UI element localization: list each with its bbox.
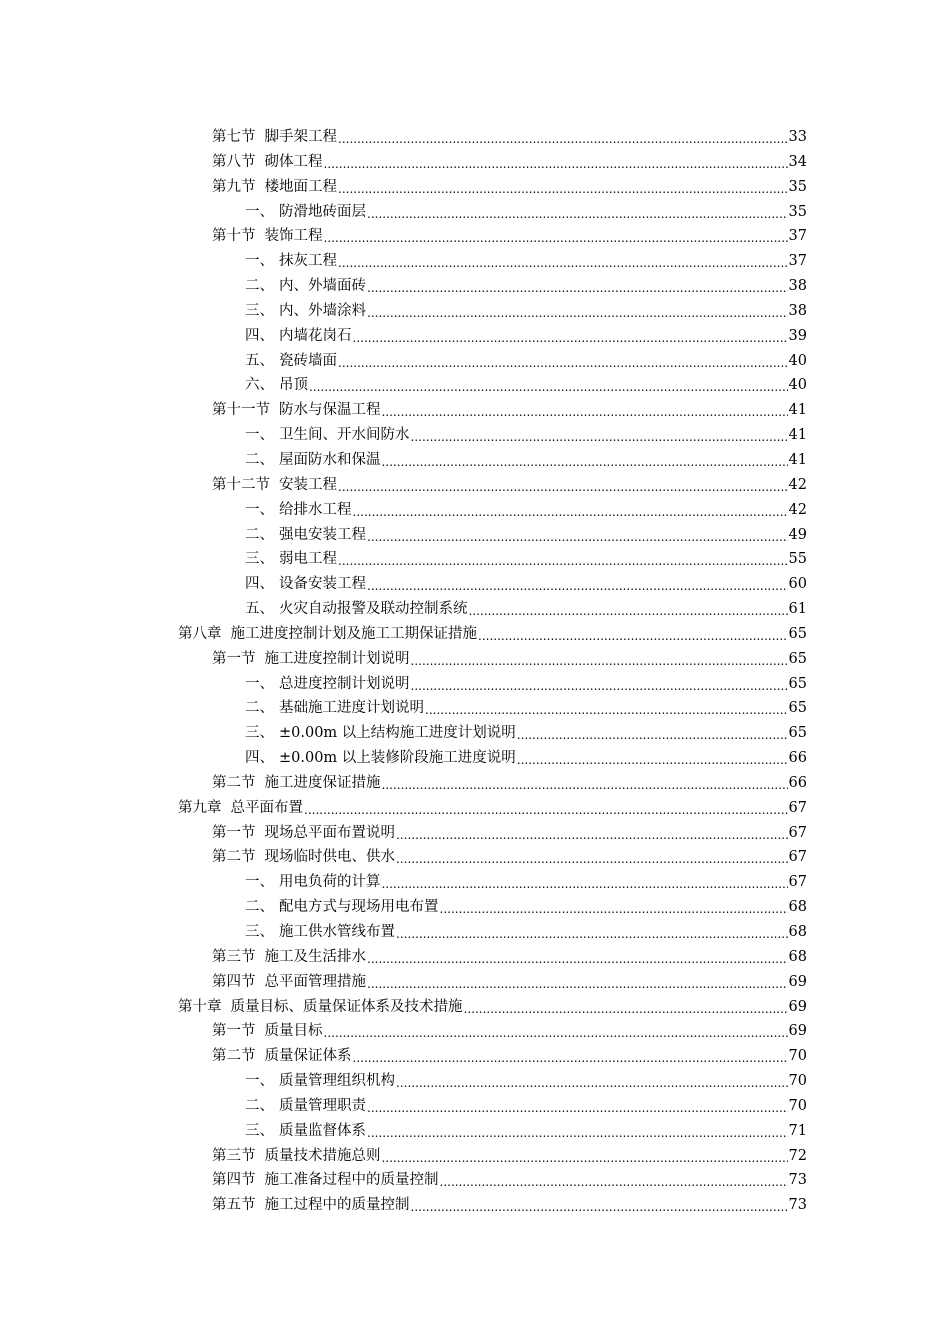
toc-entry-number: 第八节: [212, 153, 256, 170]
toc-entry[interactable]: [212, 1019, 807, 1044]
toc-entry-number: 第一节: [212, 1023, 256, 1040]
toc-entry-number: 三、: [245, 924, 274, 940]
toc-entry[interactable]: [212, 523, 807, 548]
toc-entry-title: 卫生间、开水间防水: [279, 427, 410, 444]
toc-dot-leader: [469, 599, 788, 624]
toc-entry-page-number: 61: [788, 601, 807, 618]
toc-entry-number: 二、: [245, 700, 274, 717]
toc-entry-title: 施工进度保证措施: [264, 774, 381, 791]
toc-entry-page-number: 40: [788, 377, 807, 394]
toc-entry-number: 三、: [245, 302, 274, 319]
toc-dot-leader: [382, 1146, 788, 1171]
toc-dot-leader: [304, 798, 788, 823]
toc-entry-number: 三、: [245, 1122, 274, 1139]
toc-dot-leader: [517, 723, 788, 748]
toc-entry-page-number: 34: [788, 153, 807, 170]
toc-entry-title: 总平面管理措施: [264, 973, 366, 990]
toc-dot-leader: [338, 549, 788, 574]
toc-dot-leader: [411, 1195, 788, 1220]
toc-dot-leader: [338, 127, 788, 152]
toc-entry-number: 第二节: [212, 1048, 256, 1065]
toc-entry-page-number: 38: [788, 302, 807, 319]
toc-entry-number: 一、: [245, 675, 274, 692]
toc-dot-leader: [440, 897, 788, 922]
toc-entry[interactable]: [212, 398, 807, 423]
toc-entry-page-number: 73: [788, 1197, 807, 1214]
toc-dot-leader: [440, 1170, 788, 1195]
toc-entry[interactable]: [212, 572, 807, 597]
toc-entry[interactable]: [212, 349, 807, 374]
toc-dot-leader: [367, 301, 788, 326]
toc-entry-number: 第五节: [212, 1197, 256, 1214]
toc-entry[interactable]: [212, 373, 807, 398]
toc-dot-leader: [367, 525, 788, 550]
toc-entry-title: 防滑地砖面层: [279, 203, 366, 220]
toc-entry[interactable]: [212, 200, 807, 225]
toc-entry-page-number: 69: [788, 998, 807, 1015]
toc-entry-title: 基础施工进度计划说明: [279, 700, 424, 717]
toc-entry[interactable]: [212, 324, 807, 349]
toc-entry[interactable]: [212, 721, 807, 746]
toc-dot-leader: [324, 226, 788, 251]
toc-entry-number: 第九节: [212, 178, 256, 195]
toc-entry[interactable]: [212, 249, 807, 274]
toc-entry[interactable]: [212, 920, 807, 945]
toc-entry[interactable]: [178, 622, 807, 647]
toc-entry-title: ±0.00m 以上装修阶段施工进度说明: [279, 750, 516, 767]
toc-entry-title: 脚手架工程: [264, 129, 337, 145]
toc-entry[interactable]: [212, 895, 807, 920]
toc-entry-title: 质量管理职责: [279, 1097, 366, 1114]
toc-entry-page-number: 40: [788, 352, 807, 369]
toc-entry-number: 二、: [245, 278, 274, 295]
toc-entry-page-number: 68: [788, 899, 807, 916]
toc-entry[interactable]: [212, 845, 807, 870]
toc-entry[interactable]: [212, 945, 807, 970]
toc-dot-leader: [324, 152, 788, 177]
toc-dot-leader: [367, 947, 788, 972]
toc-entry[interactable]: [212, 970, 807, 995]
toc-entry-title: 防水与保温工程: [279, 402, 381, 419]
toc-dot-leader: [425, 698, 788, 723]
toc-entry-number: 四、: [245, 576, 274, 593]
toc-entry-title: 质量目标、质量保证体系及技术措施: [230, 998, 463, 1015]
toc-entry[interactable]: [212, 473, 807, 498]
toc-entry-number: 二、: [245, 451, 274, 468]
toc-entry-title: 设备安装工程: [279, 576, 366, 593]
toc-entry-number: 二、: [245, 526, 274, 543]
toc-entry-page-number: 37: [788, 253, 807, 270]
toc-entry[interactable]: [178, 796, 807, 821]
toc-entry[interactable]: [178, 995, 807, 1020]
toc-dot-leader: [338, 475, 788, 500]
toc-entry-number: 第七节: [212, 129, 256, 145]
toc-entry-title: 现场总平面布置说明: [264, 824, 395, 841]
toc-entry[interactable]: [212, 647, 807, 672]
toc-entry-title: ±0.00m 以上结构施工进度计划说明: [279, 725, 516, 742]
toc-entry-title: 配电方式与现场用电布置: [279, 899, 439, 916]
toc-entry-page-number: 37: [788, 228, 807, 245]
toc-entry-number: 一、: [245, 501, 274, 518]
toc-dot-leader: [367, 972, 788, 997]
toc-entry-title: 质量管理组织机构: [279, 1073, 395, 1090]
toc-entry[interactable]: [212, 870, 807, 895]
toc-entry-page-number: 72: [788, 1147, 807, 1164]
toc-entry[interactable]: [212, 175, 807, 200]
toc-entry-title: 强电安装工程: [279, 526, 366, 543]
toc-entry-page-number: 68: [788, 948, 807, 965]
toc-dot-leader: [396, 823, 788, 848]
toc-entry-title: 施工进度控制计划说明: [264, 650, 410, 667]
toc-entry-page-number: 38: [788, 278, 807, 295]
toc-entry-page-number: 42: [788, 501, 807, 518]
toc-entry-page-number: 65: [788, 675, 807, 692]
toc-entry-title: 用电负荷的计算: [279, 874, 381, 891]
toc-entry[interactable]: [212, 597, 807, 622]
toc-entry-page-number: 70: [788, 1097, 807, 1114]
toc-entry-page-number: 73: [788, 1172, 807, 1189]
toc-entry-page-number: 67: [788, 799, 807, 816]
toc-entry[interactable]: [212, 1168, 807, 1193]
toc-entry[interactable]: [212, 696, 807, 721]
toc-entry[interactable]: [212, 1069, 807, 1094]
toc-entry-page-number: 65: [788, 625, 807, 642]
toc-entry-number: 第十章: [178, 998, 222, 1015]
toc-dot-leader: [382, 400, 788, 425]
toc-entry-number: 六、: [245, 377, 274, 394]
toc-dot-leader: [464, 997, 788, 1022]
toc-entry-number: 第一节: [212, 650, 256, 667]
toc-entry-title: 总进度控制计划说明: [279, 675, 410, 692]
toc-entry-title: 质量保证体系: [264, 1048, 352, 1065]
toc-entry-page-number: 66: [788, 750, 807, 767]
toc-entry[interactable]: [212, 821, 807, 846]
toc-dot-leader: [367, 276, 788, 301]
toc-dot-leader: [411, 649, 788, 674]
toc-dot-leader: [411, 425, 788, 450]
toc-entry[interactable]: [212, 299, 807, 324]
toc-entry-title: 瓷砖墙面: [279, 352, 337, 369]
toc-entry-page-number: 39: [788, 327, 807, 344]
toc-dot-leader: [324, 1021, 788, 1046]
toc-entry-page-number: 65: [788, 700, 807, 717]
toc-entry-title: 现场临时供电、供水: [264, 849, 395, 866]
toc-entry-number: 一、: [245, 203, 274, 220]
toc-entry-title: 施工进度控制计划及施工工期保证措施: [230, 625, 477, 642]
toc-entry-number: 第十二节: [212, 476, 270, 493]
toc-entry-number: 第二节: [212, 849, 256, 866]
toc-entry-number: 一、: [245, 1073, 274, 1090]
toc-entry-number: 一、: [245, 253, 274, 270]
toc-entry[interactable]: [212, 746, 807, 771]
toc-dot-leader: [382, 872, 788, 897]
table-of-contents: [0, 125, 950, 1218]
toc-dot-leader: [367, 1121, 788, 1146]
toc-entry-number: 一、: [245, 874, 274, 891]
toc-entry-title: 吊顶: [279, 377, 308, 394]
toc-entry-number: 第四节: [212, 973, 256, 990]
toc-dot-leader: [478, 624, 788, 649]
toc-entry-page-number: 35: [788, 178, 807, 195]
toc-entry-number: 第三节: [212, 948, 256, 965]
toc-entry-page-number: 70: [788, 1048, 807, 1065]
toc-entry-number: 第十节: [212, 228, 256, 245]
toc-entry-number: 第九章: [178, 799, 222, 816]
toc-dot-leader: [338, 351, 788, 376]
toc-entry-page-number: 35: [788, 203, 807, 220]
toc-dot-leader: [353, 500, 788, 525]
toc-dot-leader: [338, 251, 788, 276]
toc-entry-title: 施工供水管线布置: [279, 924, 395, 940]
toc-entry-title: 内墙花岗石: [279, 327, 352, 344]
toc-entry-page-number: 67: [788, 874, 807, 891]
toc-dot-leader: [353, 1046, 788, 1071]
toc-entry-page-number: 68: [788, 924, 807, 940]
toc-entry-number: 第一节: [212, 824, 256, 841]
toc-entry-title: 弱电工程: [279, 551, 337, 568]
toc-dot-leader: [382, 450, 788, 475]
toc-entry-page-number: 60: [788, 576, 807, 593]
toc-entry-page-number: 42: [788, 476, 807, 493]
toc-entry-title: 内、外墙涂料: [279, 302, 366, 319]
toc-entry-page-number: 69: [788, 973, 807, 990]
toc-dot-leader: [382, 773, 788, 798]
toc-entry[interactable]: [212, 224, 807, 249]
toc-entry-page-number: 69: [788, 1023, 807, 1040]
toc-entry-title: 安装工程: [279, 476, 337, 493]
toc-entry-title: 抹灰工程: [279, 253, 337, 270]
toc-entry-title: 装饰工程: [264, 228, 323, 245]
toc-dot-leader: [411, 674, 788, 699]
toc-dot-leader: [517, 748, 788, 773]
toc-entry[interactable]: [212, 672, 807, 697]
toc-dot-leader: [396, 847, 788, 872]
toc-entry[interactable]: [212, 1119, 807, 1144]
toc-entry-number: 第十一节: [212, 402, 270, 419]
toc-entry-number: 三、: [245, 551, 274, 568]
toc-entry[interactable]: [212, 771, 807, 796]
toc-entry[interactable]: [212, 498, 807, 523]
toc-entry[interactable]: [212, 1094, 807, 1119]
toc-entry-number: 二、: [245, 899, 274, 916]
toc-entry-number: 五、: [245, 352, 274, 369]
toc-dot-leader: [367, 574, 788, 599]
toc-entry-page-number: 67: [788, 824, 807, 841]
toc-entry-title: 施工准备过程中的质量控制: [264, 1172, 439, 1189]
toc-entry-page-number: 70: [788, 1073, 807, 1090]
toc-entry[interactable]: [212, 125, 807, 150]
toc-entry-page-number: 66: [788, 774, 807, 791]
toc-entry-page-number: 65: [788, 650, 807, 667]
toc-entry-page-number: 33: [788, 129, 807, 145]
toc-entry-number: 四、: [245, 327, 274, 344]
toc-entry-page-number: 41: [788, 402, 807, 419]
toc-entry-title: 施工及生活排水: [264, 948, 366, 965]
toc-entry-number: 第八章: [178, 625, 222, 642]
toc-entry-number: 第三节: [212, 1147, 256, 1164]
toc-entry-number: 四、: [245, 750, 274, 767]
toc-entry-title: 给排水工程: [279, 501, 352, 518]
toc-entry-title: 内、外墙面砖: [279, 278, 366, 295]
toc-entry-title: 质量目标: [264, 1023, 323, 1040]
toc-entry-page-number: 41: [788, 451, 807, 468]
toc-entry-page-number: 65: [788, 725, 807, 742]
toc-entry-number: 三、: [245, 725, 274, 742]
toc-entry-page-number: 67: [788, 849, 807, 866]
toc-entry-number: 五、: [245, 601, 274, 618]
toc-entry-title: 砌体工程: [264, 153, 323, 170]
toc-entry-title: 火灾自动报警及联动控制系统: [279, 601, 468, 618]
toc-dot-leader: [309, 375, 788, 400]
toc-dot-leader: [338, 177, 788, 202]
toc-dot-leader: [396, 922, 788, 947]
toc-dot-leader: [367, 202, 788, 227]
toc-entry[interactable]: [212, 448, 807, 473]
toc-entry-title: 总平面布置: [230, 799, 303, 816]
toc-entry-number: 二、: [245, 1097, 274, 1114]
toc-dot-leader: [353, 326, 788, 351]
toc-entry-number: 第二节: [212, 774, 256, 791]
toc-entry-title: 质量监督体系: [279, 1122, 366, 1139]
toc-entry-page-number: 55: [788, 551, 807, 568]
toc-entry[interactable]: [212, 274, 807, 299]
toc-entry[interactable]: [212, 1044, 807, 1069]
toc-entry-title: 质量技术措施总则: [264, 1147, 381, 1164]
toc-entry[interactable]: [212, 150, 807, 175]
toc-entry[interactable]: [212, 1144, 807, 1169]
toc-entry-number: 第四节: [212, 1172, 256, 1189]
toc-dot-leader: [396, 1071, 788, 1096]
toc-entry[interactable]: [212, 423, 807, 448]
toc-entry-page-number: 49: [788, 526, 807, 543]
toc-entry-title: 屋面防水和保温: [279, 451, 381, 468]
toc-entry-number: 一、: [245, 427, 274, 444]
toc-entry-page-number: 41: [788, 427, 807, 444]
toc-entry[interactable]: [212, 1193, 807, 1218]
toc-entry-page-number: 71: [788, 1122, 807, 1139]
toc-entry-title: 施工过程中的质量控制: [264, 1197, 410, 1214]
toc-entry-title: 楼地面工程: [264, 178, 337, 195]
toc-dot-leader: [367, 1096, 788, 1121]
toc-entry[interactable]: [212, 547, 807, 572]
